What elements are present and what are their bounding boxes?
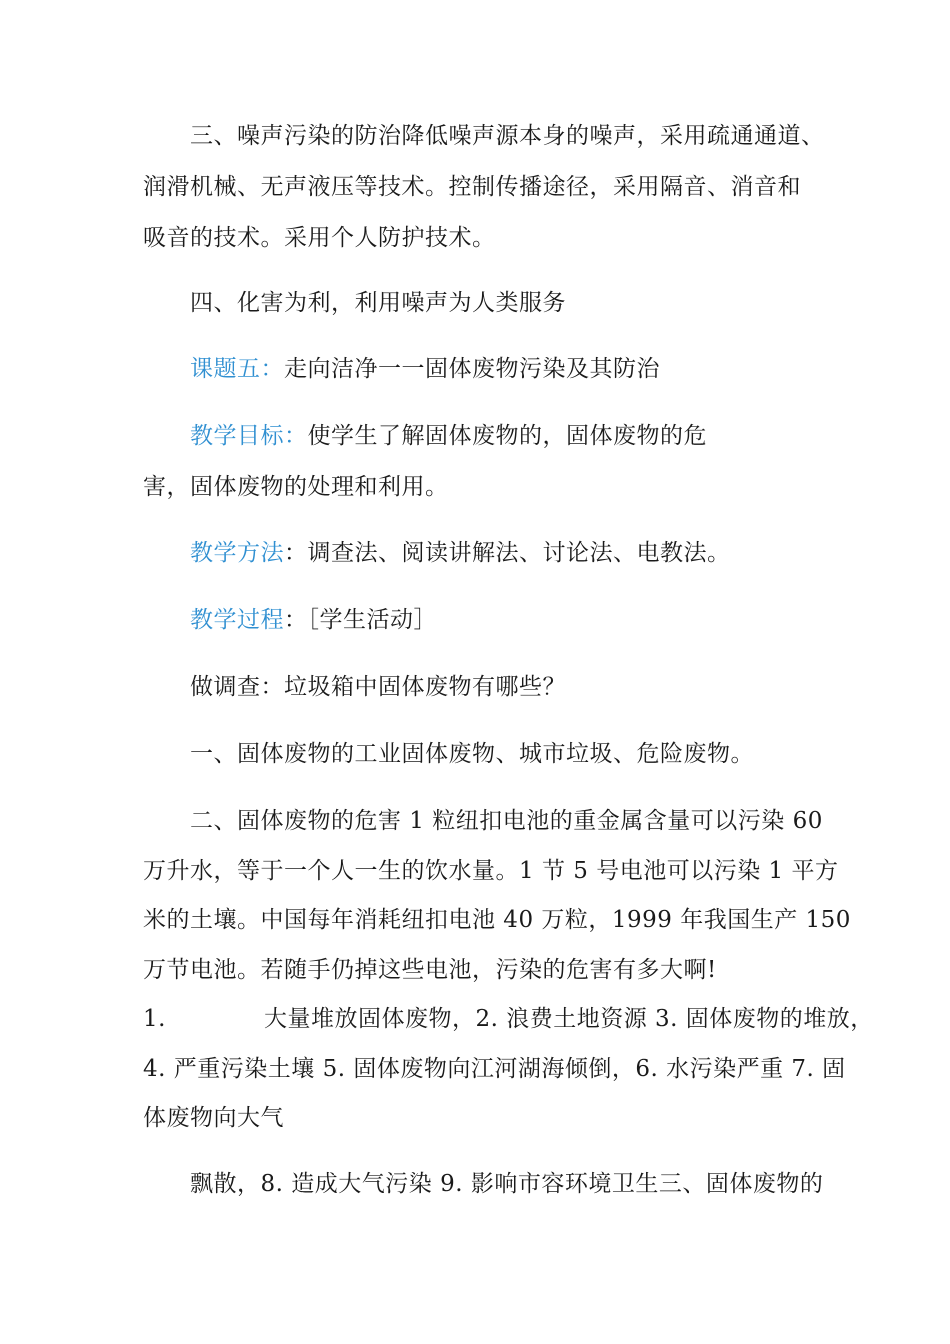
paragraph-waste-harm-line-1: 二、固体废物的危害 1 粒纽扣电池的重金属含量可以污染 60 [190, 808, 823, 834]
paragraph-scatter: 飘散，8. 造成大气污染 9. 影响市容环境卫生三、固体废物的 [190, 1171, 824, 1197]
numbered-list-line-3: 体废物向大气 [143, 1105, 284, 1131]
paragraph-waste-harm-line-2: 万升水，等于一个人一生的饮水量。1 节 5 号电池可以污染 1 平方 [143, 858, 839, 884]
teaching-process-label: 教学过程 [190, 607, 284, 633]
paragraph-survey: 做调查：垃圾箱中固体废物有哪些？ [190, 674, 566, 700]
lesson-title-label: 课题五： [190, 356, 284, 382]
paragraph-noise-benefit: 四、化害为利，利用噪声为人类服务 [190, 290, 566, 316]
lesson-title-line [190, 353, 660, 385]
teaching-method-text: ：调查法、阅读讲解法、讨论法、电教法。 [284, 540, 731, 566]
paragraph-noise-control-line-1: 三、噪声污染的防治降低噪声源本身的噪声，采用疏通通道、 [190, 123, 825, 149]
numbered-list-line-1 [143, 1003, 874, 1035]
paragraph-waste-harm-line-3: 米的土壤。中国每年消耗纽扣电池 40 万粒，1999 年我国生产 150 [143, 907, 851, 933]
paragraph-waste-harm-line-4: 万节电池。若随手仍掉这些电池，污染的危害有多大啊! [143, 957, 717, 983]
list-text-line-1: 大量堆放固体废物，2. 浪费土地资源 3. 固体废物的堆放， [263, 1006, 874, 1032]
list-number: 1. [143, 1006, 166, 1032]
teaching-goal-label: 教学目标： [190, 423, 308, 449]
teaching-process-line [190, 604, 437, 636]
paragraph-noise-control-line-2: 润滑机械、无声液压等技术。控制传播途径，采用隔音、消音和 [143, 174, 801, 200]
teaching-goal-line-2: 害，固体废物的处理和利用。 [143, 474, 449, 500]
teaching-goal-text: 使学生了解固体废物的，固体废物的危 [307, 423, 707, 449]
teaching-goal-line-1 [190, 420, 707, 452]
teaching-method-label: 教学方法 [190, 540, 284, 566]
lesson-title-text: 走向洁净一一固体废物污染及其防治 [284, 356, 660, 382]
teaching-method-line [190, 537, 731, 569]
teaching-process-text: ：［学生活动］ [284, 607, 437, 633]
paragraph-noise-control-line-3: 吸音的技术。采用个人防护技术。 [143, 225, 496, 251]
numbered-list-line-2: 4. 严重污染土壤 5. 固体废物向江河湖海倾倒，6. 水污染严重 7. 固 [143, 1056, 846, 1082]
paragraph-waste-types: 一、固体废物的工业固体废物、城市垃圾、危险废物。 [190, 741, 754, 767]
